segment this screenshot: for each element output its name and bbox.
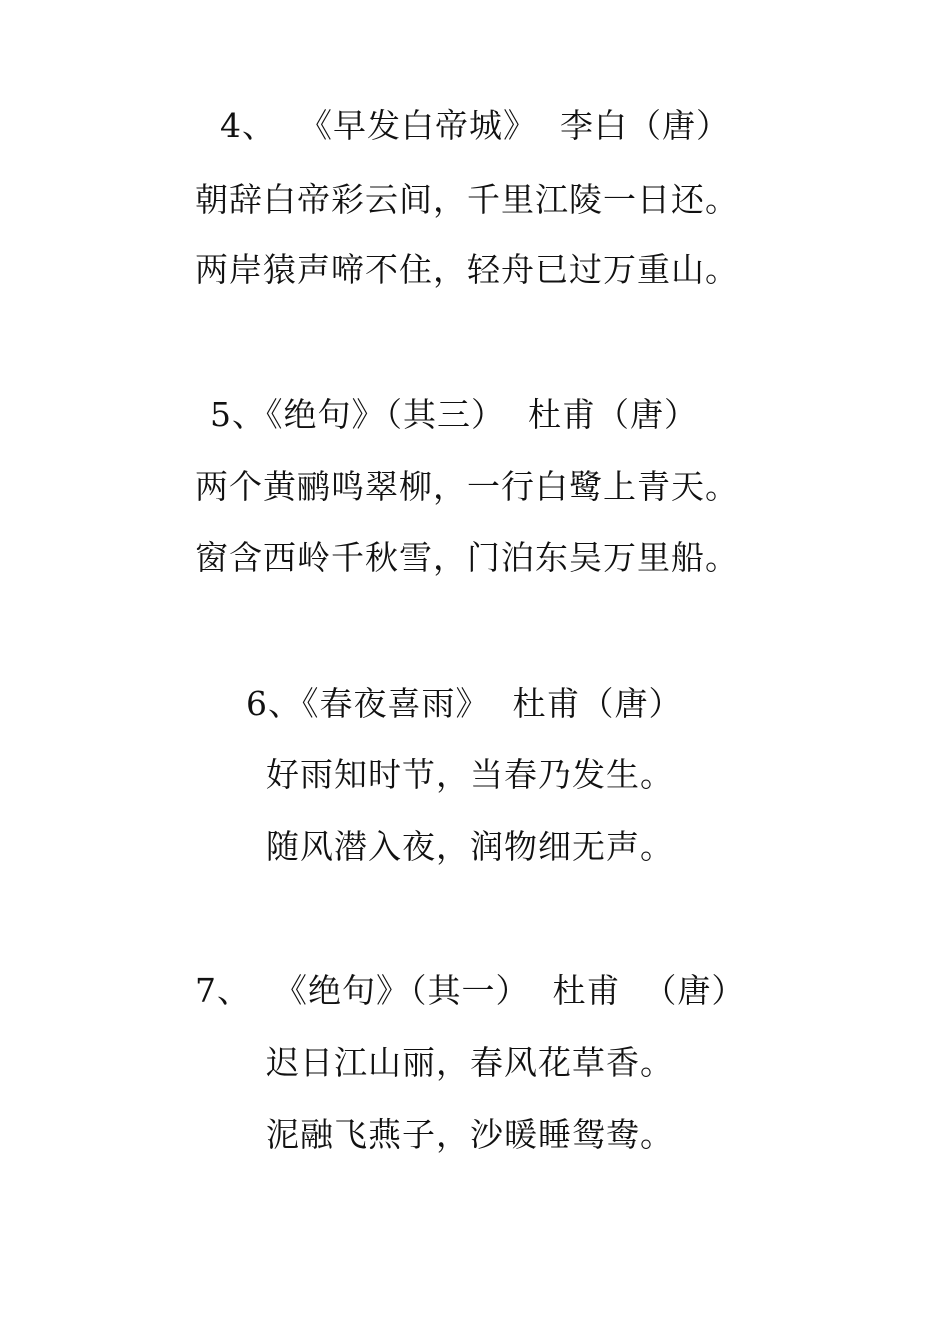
poem-line: 随风潜入夜，润物细无声。 [266,827,674,866]
poem-line: 迟日江山丽，春风花草香。 [266,1043,674,1082]
poem-line: 朝辞白帝彩云间，千里江陵一日还。 [195,180,739,219]
poem-heading: 7、 《绝句》（其一） 杜甫 （唐） [195,971,746,1010]
poem-heading: 5、《绝句》（其三） 杜甫（唐） [210,395,698,434]
poem-line: 泥融飞燕子，沙暖睡鸳鸯。 [266,1115,674,1154]
poem-line: 窗含西岭千秋雪，门泊东吴万里船。 [195,538,739,577]
poem-line: 两岸猿声啼不住，轻舟已过万重山。 [195,250,739,289]
poem-line: 好雨知时节，当春乃发生。 [266,755,674,794]
poem-line: 两个黄鹂鸣翠柳，一行白鹭上青天。 [195,467,739,506]
poem-heading: 6、《春夜喜雨》 杜甫（唐） [246,684,683,723]
poem-heading: 4、 《早发白帝城》 李白（唐） [220,106,730,145]
